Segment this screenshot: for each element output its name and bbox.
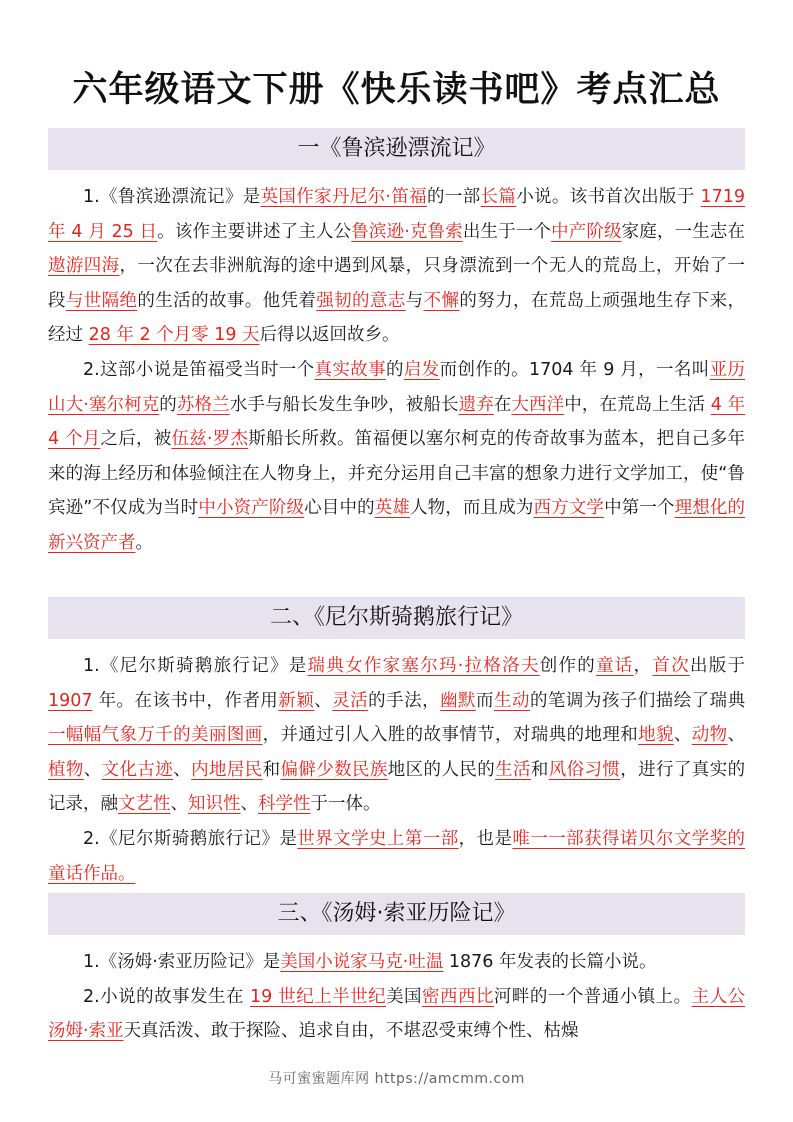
text-segment: 小说。该书首次出版于 bbox=[516, 187, 701, 207]
text-segment: 1.《尼尔斯骑鹅旅行记》是 bbox=[83, 656, 308, 676]
text-segment: 、 bbox=[673, 725, 692, 746]
text-segment: 出版于 bbox=[689, 656, 746, 676]
key-term: 遗弃 bbox=[458, 394, 494, 415]
key-term: 英雄 bbox=[374, 498, 411, 519]
key-term: 28 年 2 个月零 19 天 bbox=[88, 325, 260, 346]
key-term: 首次 bbox=[652, 656, 690, 676]
text-segment: 、 bbox=[173, 759, 192, 780]
text-segment: 后得以返回故乡。 bbox=[259, 325, 400, 346]
key-term: 1907 bbox=[48, 690, 93, 711]
text-segment: 斯船长所救。笛福便以塞尔柯克的传奇故事为蓝本，把自己多年来的海上经历和体验倾注在人物身上，并充分运用自己丰富的想象力进行文学加工，使“鲁宾逊”不仅成为当时 bbox=[48, 429, 746, 519]
key-term: 西方文学 bbox=[533, 498, 605, 519]
key-term: 科学性 bbox=[258, 794, 311, 815]
text-segment: 天真活泼、敢于探险、追求自由，不堪忍受束缚个性、枯燥 bbox=[123, 1021, 579, 1042]
text-segment: 而 bbox=[476, 690, 494, 711]
text-segment: 的一部 bbox=[427, 187, 481, 207]
text-segment: 中第一个 bbox=[604, 498, 675, 519]
key-term: 与世隔绝 bbox=[65, 290, 138, 311]
key-term: 风俗习惯 bbox=[548, 759, 621, 780]
key-term: 1719 年 4 月 25 日 bbox=[48, 187, 746, 242]
key-term: 地貌 bbox=[638, 725, 674, 746]
key-term: 知识性 bbox=[188, 794, 241, 815]
text-segment: ，进行了真实的记录，融 bbox=[48, 759, 746, 815]
text-segment: 和 bbox=[262, 759, 281, 780]
text-segment: 1.《汤姆·索亚历险记》是 bbox=[83, 952, 281, 972]
section-body-tom-sawyer bbox=[48, 945, 745, 1049]
text-segment: 、 bbox=[170, 794, 188, 815]
section-body-robinson bbox=[48, 180, 745, 561]
key-term: 亚历山大·塞尔柯克 bbox=[48, 359, 746, 415]
paragraph bbox=[48, 353, 745, 561]
text-segment: 、 bbox=[240, 794, 258, 815]
key-term: 遨游四海 bbox=[48, 256, 120, 277]
key-term: 唯一一部获得诺贝尔文学奖的童话作品。 bbox=[48, 828, 746, 884]
key-term: 新颖 bbox=[278, 690, 315, 711]
footer-watermark: 马可蜜蜜题库网 https://amcmm.com bbox=[268, 1071, 525, 1087]
key-term: 内地居民 bbox=[191, 759, 263, 780]
text-segment: 年。在该书中，作者用 bbox=[92, 690, 279, 711]
paragraph bbox=[48, 180, 745, 353]
text-segment: 的 bbox=[386, 359, 404, 380]
text-segment: 、 bbox=[83, 759, 102, 780]
text-segment: ，也是 bbox=[458, 828, 513, 849]
text-segment: 的笔调为孩子们描绘了瑞典 bbox=[529, 690, 746, 711]
text-segment: 2.这部小说是笛福受当时一个 bbox=[83, 359, 315, 380]
key-term: 大西洋 bbox=[511, 394, 565, 415]
key-term: 植物 bbox=[48, 759, 84, 780]
key-term: 生活 bbox=[495, 759, 531, 780]
text-segment: 河畔的一个普通小镇上。 bbox=[493, 986, 692, 1007]
key-term: 4 年 4 个月 bbox=[48, 394, 746, 450]
text-segment: 的手法， bbox=[368, 690, 441, 711]
paragraph bbox=[48, 980, 745, 1049]
text-segment: 、 bbox=[314, 690, 333, 711]
key-term: 文化古迹 bbox=[101, 759, 174, 780]
key-term: 密西西比 bbox=[422, 986, 494, 1007]
text-segment: 与 bbox=[405, 290, 424, 311]
text-segment: 地区的人民的 bbox=[387, 759, 496, 780]
text-segment: 的努力，在荒岛上顽强地生存下来，经过 bbox=[48, 290, 746, 346]
text-segment: 1876 年发表的长篇小说。 bbox=[443, 952, 657, 972]
text-segment: 。该作主要讲述了主人公 bbox=[157, 221, 352, 242]
key-term: 一幅幅气象万千的美丽图画 bbox=[48, 725, 263, 746]
key-term: 强韧的意志 bbox=[316, 290, 406, 311]
text-segment: 而创作的。1704 年 9 月，一名叫 bbox=[439, 359, 710, 380]
key-term: 不懈 bbox=[423, 290, 460, 311]
key-term: 长篇 bbox=[480, 187, 517, 207]
key-term: 英国作家丹尼尔·笛福 bbox=[260, 187, 428, 207]
text-segment: 创作的 bbox=[539, 656, 597, 676]
text-segment: 的生活的故事。他凭着 bbox=[137, 290, 317, 311]
key-term: 美国小说家马克·吐温 bbox=[280, 952, 444, 972]
key-term: 世界文学史上第一部 bbox=[297, 828, 459, 849]
text-segment: 、 bbox=[727, 725, 746, 746]
key-term: 主人公汤姆·索亚 bbox=[48, 986, 746, 1042]
section-body-nils bbox=[48, 649, 745, 891]
key-term: 19 世纪上半世纪 bbox=[249, 986, 387, 1007]
paragraph bbox=[48, 649, 745, 822]
text-segment: 心目中的 bbox=[304, 498, 375, 519]
text-segment: 于一体。 bbox=[310, 794, 381, 815]
text-segment: 的 bbox=[159, 394, 177, 415]
key-term: 理想化的新兴资产者 bbox=[48, 498, 746, 553]
text-segment: 美国 bbox=[386, 986, 423, 1007]
text-segment: 人物，而且成为 bbox=[410, 498, 534, 519]
text-segment: ，一次在去非洲航海的途中遇到风暴，只身漂流到一个无人的荒岛上，开始了一段 bbox=[48, 256, 746, 311]
key-term: 生动 bbox=[494, 690, 530, 711]
key-term: 真实故事 bbox=[314, 359, 386, 380]
text-segment: ，并通过引人入胜的故事情节，对瑞典的地理和 bbox=[262, 725, 639, 746]
key-term: 中小资产阶级 bbox=[198, 498, 305, 519]
key-term: 鲁滨逊·克鲁索 bbox=[351, 221, 463, 242]
key-term: 灵活 bbox=[332, 690, 369, 711]
key-term: 瑞典女作家塞尔玛·拉格洛夫 bbox=[307, 656, 540, 676]
text-segment: 2.《尼尔斯骑鹅旅行记》是 bbox=[83, 828, 298, 849]
text-segment: 中，在荒岛上生活 bbox=[564, 394, 711, 415]
text-segment: ， bbox=[633, 656, 653, 676]
text-segment: 水手与船长发生争吵，被船长 bbox=[229, 394, 459, 415]
text-segment: 之后，被 bbox=[100, 429, 172, 450]
text-segment: 家庭，一生志在 bbox=[621, 221, 746, 242]
section-heading-nils: 二、《尼尔斯骑鹅旅行记》 bbox=[48, 597, 745, 639]
text-segment: 在 bbox=[493, 394, 512, 415]
section-heading-tom-sawyer: 三、《汤姆·索亚历险记》 bbox=[48, 893, 745, 935]
key-term: 动物 bbox=[691, 725, 728, 746]
text-segment: 和 bbox=[530, 759, 549, 780]
text-segment: 1.《鲁滨逊漂流记》是 bbox=[83, 187, 261, 207]
text-segment: 2.小说的故事发生在 bbox=[83, 986, 250, 1007]
key-term: 幽默 bbox=[440, 690, 477, 711]
key-term: 偏僻少数民族 bbox=[280, 759, 388, 780]
key-term: 童话 bbox=[596, 656, 634, 676]
section-heading-robinson: 一《鲁滨逊漂流记》 bbox=[48, 128, 745, 170]
paragraph bbox=[48, 945, 745, 980]
key-term: 启发 bbox=[403, 359, 440, 380]
text-segment: 出生于一个 bbox=[462, 221, 552, 242]
key-term: 伍兹·罗杰 bbox=[171, 429, 249, 450]
text-segment: 。 bbox=[135, 532, 153, 553]
key-term: 苏格兰 bbox=[176, 394, 230, 415]
page-title: 六年级语文下册《快乐读书吧》考点汇总 bbox=[72, 70, 721, 110]
key-term: 中产阶级 bbox=[551, 221, 622, 242]
paragraph bbox=[48, 822, 745, 891]
key-term: 文艺性 bbox=[118, 794, 171, 815]
